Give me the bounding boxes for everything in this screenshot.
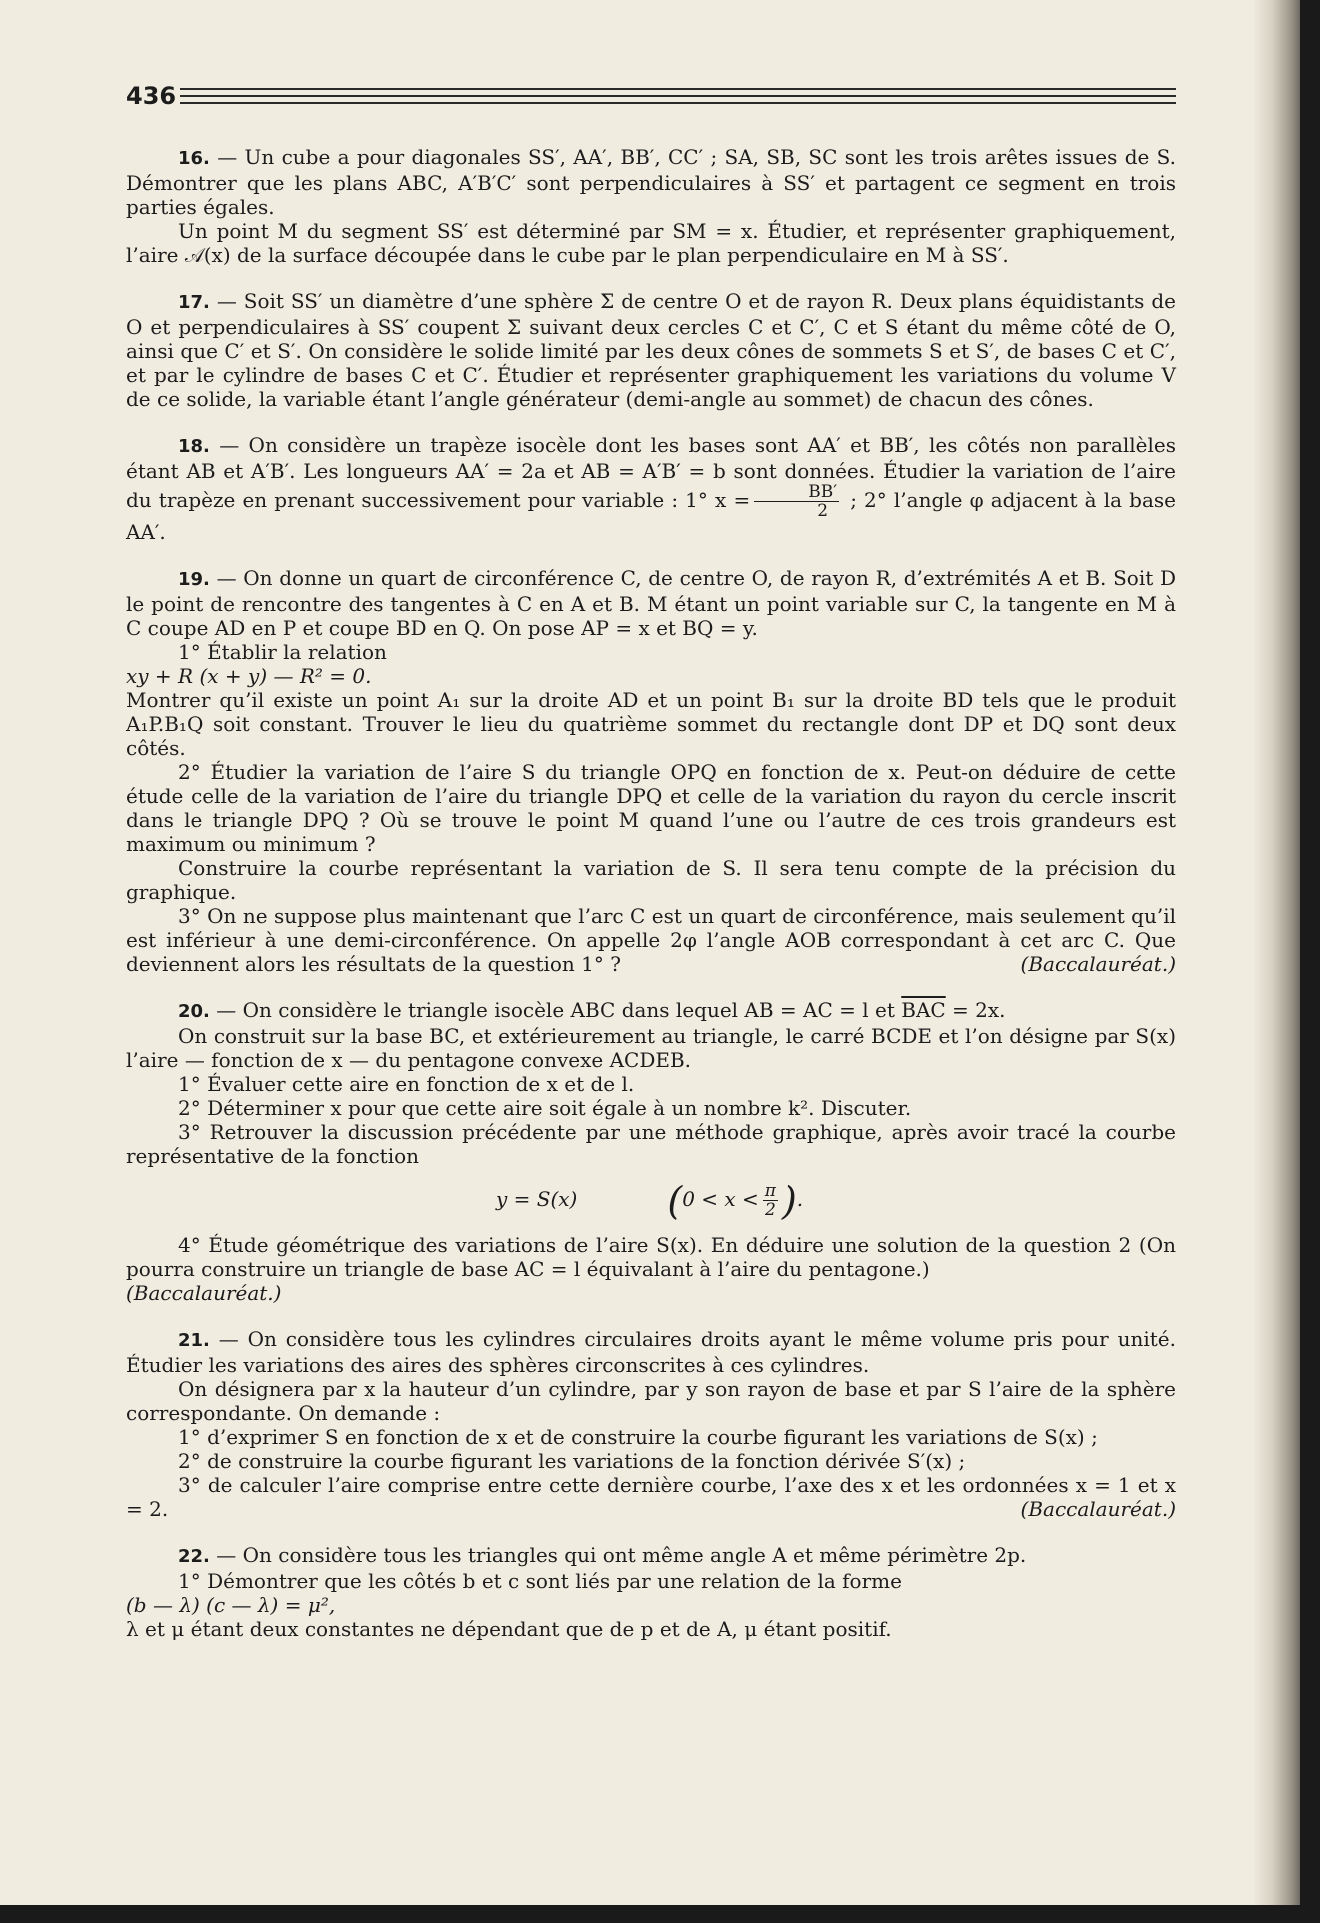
header-rule: [180, 95, 1176, 97]
exercise-21-part-2: 2° de construire la courbe figurant les variations de la fonction dérivée S′(x) ;: [178, 1449, 966, 1473]
fraction-denominator: 2: [817, 501, 829, 521]
exercise-20-statement: [126, 998, 1176, 1024]
domain-condition: 0 < x <: [682, 1187, 759, 1211]
exercise-20-part-3: 3° Retrouver la discussion précédente par une méthode graphique, après avoir tracé la courbe représentative de la fonction: [126, 1120, 1176, 1168]
exercise-18: [126, 433, 1176, 544]
exercise-number: 21.: [178, 1330, 210, 1351]
exercise-number: 19.: [178, 569, 210, 590]
page-number: 436: [126, 82, 177, 110]
exercise-16-question: Un point M du segment SS′ est déterminé par SM = x. Étudier, et représenter graphiquement, l’aire 𝒜(x) de la surface découpée dans le cube par le plan perpendiculaire en M à SS′.: [126, 219, 1176, 267]
exercise-22-text: λ et μ étant deux constantes ne dépendant que de p et de A, μ étant positif.: [126, 1617, 892, 1641]
exercise-number: 22.: [178, 1546, 210, 1567]
exercise-21-part-1: 1° d’exprimer S en fonction de x et de construire la courbe figurant les variations de S(x) ;: [178, 1425, 1098, 1449]
source-text: (Baccalauréat.): [126, 1281, 282, 1305]
exercise-number: 16.: [178, 148, 210, 169]
exercise-21-text: On désignera par x la hauteur d’un cylindre, par y son rayon de base et par S l’aire de la sphère correspondante. On demande :: [126, 1377, 1176, 1425]
equation: y = S(x): [496, 1187, 578, 1211]
exercise-19-statement: [126, 566, 1176, 640]
exercise-19-part-1: 1° Établir la relation: [178, 640, 387, 664]
page-binding-shadow: [1254, 0, 1300, 1905]
exercise-21-statement: [126, 1327, 1176, 1377]
source-note: (Baccalauréat.): [1020, 952, 1176, 976]
exercise-22: [126, 1543, 1176, 1641]
exercise-text: — On considère tous les cylindres circulaires droits ayant le même volume pris pour unité. Étudier les variations des aires des sphères circonscrites à ces cylindres.: [126, 1327, 1176, 1377]
exercise-18-statement: [126, 433, 1176, 544]
fraction-numerator: BB′: [754, 483, 839, 502]
page-content: [126, 145, 1176, 1663]
exercise-19-text: Montrer qu’il existe un point A₁ sur la droite AD et un point B₁ sur la droite BD tels que le produit A₁P.B₁Q soit constant. Trouver le lieu du quatrième sommet du rectangle dont DP et DQ sont deux côtés.: [126, 688, 1176, 760]
source-note: [126, 1281, 1176, 1305]
exercise-17: [126, 289, 1176, 411]
exercise-22-part-1: 1° Démontrer que les côtés b et c sont liés par une relation de la forme: [178, 1569, 902, 1593]
exercise-20-text: On construit sur la base BC, et extérieurement au triangle, le carré BCDE et l’on désigne par S(x) l’aire — fonction de x — du pentagone convexe ACDEB.: [126, 1024, 1176, 1072]
angle-notation: $\overline{BAC}$: [901, 998, 946, 1022]
exercise-number: 17.: [178, 292, 210, 313]
header-rule: [180, 88, 1176, 90]
exercise-22-statement: [126, 1543, 1176, 1569]
exercise-text: — On donne un quart de circonférence C, de centre O, de rayon R, d’extrémités A et B. Soit D le point de rencontre des tangentes à C en A et B. M étant un point variable sur C, la tangente en M à C coupe AD en P et coupe BD en Q. On pose AP = x et BQ = y.: [126, 566, 1176, 640]
exercise-19-text: Construire la courbe représentant la variation de S. Il sera tenu compte de la précision du graphique.: [126, 856, 1176, 904]
exercise-text: 3° On ne suppose plus maintenant que l’arc C est un quart de circonférence, mais seulement qu’il est inférieur à une demi-circonférence. On appelle 2φ l’angle AOB correspondant à cet arc C. Que deviennent alors les résultats de la question 1° ?: [126, 904, 1176, 976]
source-note: (Baccalauréat.): [1020, 1497, 1176, 1521]
equation: (b — λ) (c — λ) = μ²,: [126, 1593, 336, 1617]
exercise-20-part-1: 1° Évaluer cette aire en fonction de x et de l.: [178, 1072, 635, 1096]
exercise-21: [126, 1327, 1176, 1521]
fraction-denominator: 2: [764, 1200, 776, 1220]
exercise-text: — Un cube a pour diagonales SS′, AA′, BB′, CC′ ; SA, SB, SC sont les trois arêtes issues de S. Démontrer que les plans ABC, A′B′C′ sont perpendiculaires à SS′ et partagent ce segment en trois parties égales.: [126, 145, 1176, 219]
exercise-text: — On considère tous les triangles qui ont même angle A et même périmètre 2p.: [209, 1543, 1027, 1567]
equation: xy + R (x + y) — R² = 0.: [126, 664, 372, 688]
exercise-text: — On considère un trapèze isocèle dont les bases sont AA′ et BB′, les côtés non parallèles étant AB et A′B′. Les longueurs AA′ = 2a et AB = A′B′ = b sont données. Étudier la variation de l’aire du trapèze en prenant successivement pour variable : 1° x =: [126, 433, 1176, 512]
exercise-text: — On considère le triangle isocèle ABC dans lequel AB = AC = l et: [209, 998, 902, 1022]
exercise-19-part-3: [126, 904, 1176, 976]
fraction: [763, 1182, 778, 1219]
exercise-17-statement: [126, 289, 1176, 411]
exercise-16-statement: [126, 145, 1176, 219]
page-header: [126, 82, 1176, 112]
exercise-text: ; 2° l’angle φ adjacent à la base AA′.: [126, 488, 1177, 544]
exercise-16: [126, 145, 1176, 267]
exercise-21-part-3: [126, 1473, 1176, 1521]
exercise-text: = 2x.: [945, 998, 1006, 1022]
fraction-numerator: π: [764, 1181, 776, 1201]
exercise-number: 20.: [178, 1001, 210, 1022]
exercise-19-part-2: 2° Étudier la variation de l’aire S du triangle OPQ en fonction de x. Peut-on déduire de cette étude celle de la variation de l’aire du triangle DPQ et celle de la variation du rayon du cercle inscrit dans le triangle DPQ ? Où se trouve le point M quand l’une ou l’autre de ces trois grandeurs est maximum ou minimum ?: [126, 760, 1176, 856]
exercise-19: [126, 566, 1176, 976]
exercise-20: [126, 998, 1176, 1305]
fraction: [754, 483, 839, 520]
function-equation: y = S(x) (0 < x < $\frac{\pi}{2}$ ).: [496, 1178, 804, 1223]
exercise-20-part-4: 4° Étude géométrique des variations de l’aire S(x). En déduire une solution de la question 2 (On pourra construire un triangle de base AC = l équivalant à l’aire du pentagone.): [126, 1233, 1176, 1281]
exercise-number: 18.: [178, 436, 210, 457]
exercise-20-part-2: 2° Déterminer x pour que cette aire soit égale à un nombre k². Discuter.: [178, 1096, 912, 1120]
exercise-text: 3° de calculer l’aire comprise entre cette dernière courbe, l’axe des x et les ordonnées x = 1 et x = 2.: [126, 1473, 1176, 1521]
header-rule: [180, 102, 1176, 104]
exercise-text: — Soit SS′ un diamètre d’une sphère Σ de centre O et de rayon R. Deux plans équidistants de O et perpendiculaires à SS′ coupent Σ suivant deux cercles C et C′, C et S étant du même côté de O, ainsi que C′ et S′. On considère le solide limité par les deux cônes de sommets S et S′, de bases C et C′, et par le cylindre de bases C et C′. Étudier et représenter graphiquement les variations du volume V de ce solide, la variable étant l’angle générateur (demi-angle au sommet) de chacun des cônes.: [126, 289, 1176, 411]
